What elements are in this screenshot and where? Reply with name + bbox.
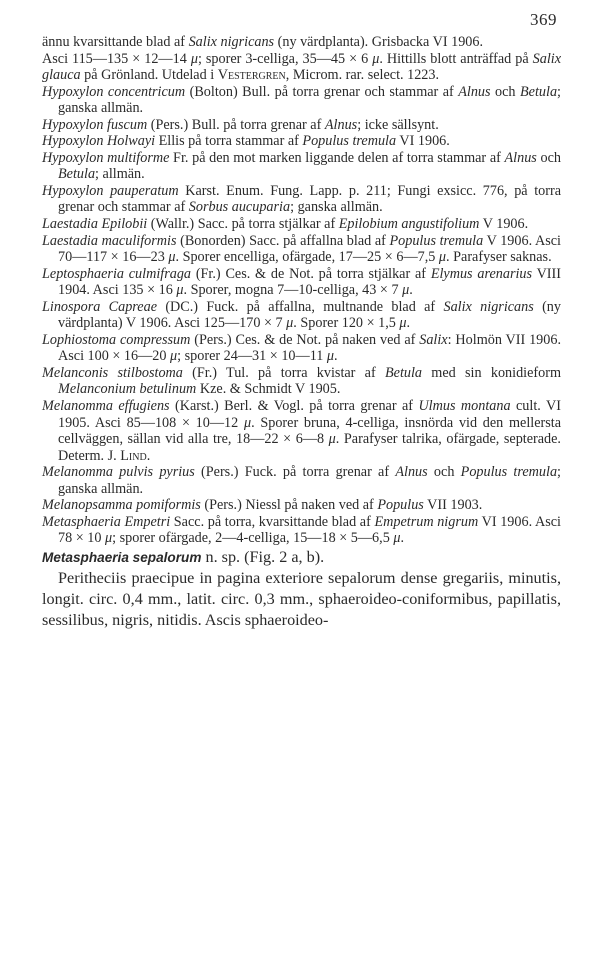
- species-list: [42, 34, 561, 547]
- new-species-suffix: n. sp. (Fig. 2 a, b).: [201, 547, 325, 566]
- taxon-italic: Empetrum nigrum: [374, 513, 479, 530]
- species-entry-linospora-capreae: [42, 299, 561, 332]
- entry-text: . Sporer, mogna 7—10-celliga, 43 × 7: [183, 282, 403, 299]
- entry-text: .: [409, 282, 413, 299]
- species-entry-hypoxylon-pauperatum: [42, 183, 561, 216]
- taxon-italic: μ: [372, 50, 380, 67]
- entry-text: V 1906. Asci 70—117 × 16—23: [58, 232, 561, 266]
- new-species-heading: [42, 547, 561, 568]
- taxon-italic: Populus tremula: [460, 464, 558, 481]
- entry-text: : Holmön VII 1906. Asci 100 × 16—20: [58, 331, 561, 365]
- taxon-italic: μ: [168, 249, 176, 266]
- taxon-italic: Elymus arenarius: [430, 265, 533, 282]
- entry-text: Fr. på den mot marken liggande delen af torra stammar af: [169, 149, 505, 166]
- entry-text: ännu kvarsittande blad af: [42, 34, 189, 50]
- entry-text: ; sporer 3-celliga, 35—45 × 6: [197, 50, 373, 67]
- taxon-italic: Melanconium betulinum: [58, 381, 197, 398]
- entry-text: ; allmän.: [95, 166, 145, 183]
- taxon-italic: Alnus: [324, 116, 358, 133]
- entry-text: . Sporer bruna, 4-celliga, insnörda vid den mellersta cellväggen, sällan vid alla tre, 18—22 × 6—8: [58, 414, 561, 448]
- species-entry-melanopsamma-pomiformis: [42, 497, 561, 514]
- entry-text: (DC.) Fuck. på affallna, multnande blad af: [157, 298, 444, 315]
- entry-text: och: [490, 83, 520, 100]
- species-name: Laestadia maculiformis: [42, 232, 177, 249]
- taxon-italic: Salix nigricans: [443, 298, 534, 315]
- species-name: Leptosphaeria culmifraga: [42, 265, 192, 282]
- entry-text: Sacc. på torra, kvarsittande blad af: [170, 513, 375, 530]
- species-entry-laestadia-maculiformis: [42, 233, 561, 266]
- taxon-italic: Populus tremula: [389, 232, 484, 249]
- species-entry-melanconis-stilbostoma: [42, 365, 561, 398]
- species-name: Lophiostoma compressum: [42, 331, 191, 348]
- entry-text: (Bolton) Bull. på torra grenar och stammar af: [185, 83, 459, 100]
- taxon-italic: Epilobium angustifolium: [338, 216, 480, 233]
- entry-text: (Pers.) Fuck. på torra grenar af: [194, 464, 396, 481]
- species-name: Melanomma pulvis pyrius: [42, 464, 195, 481]
- entry-text: V 1906.: [479, 216, 529, 233]
- entry-text: (Pers.) Ces. & de Not. på naken ved af: [190, 331, 420, 348]
- taxon-italic: Populus: [377, 497, 424, 514]
- entry-text: (Pers.) Niessl på naken ved af: [200, 497, 378, 514]
- species-name: Hypoxylon fuscum: [42, 116, 148, 133]
- entry-text: på Grönland. Utdelad i: [80, 67, 218, 84]
- species-entry-salix-cont: [42, 34, 561, 84]
- entry-text: Karst. Enum. Fung. Lapp. p. 211; Fungi exsicc. 776, på torra grenar och stammar af: [58, 182, 561, 216]
- author-name: Lind: [120, 447, 147, 464]
- taxon-italic: Betula: [520, 83, 558, 100]
- species-entry-melanomma-pulvis-pyrius: [42, 464, 561, 497]
- entry-text: . Sporer encelliga, ofärgade, 17—25 × 6—7,5: [175, 249, 439, 266]
- species-entry-hypoxylon-fuscum: [42, 117, 561, 134]
- taxon-italic: μ: [170, 348, 178, 365]
- entry-text: ; sporer ofärgade, 2—4-celliga, 15—18 × 5—6,5: [112, 530, 394, 547]
- taxon-italic: Betula: [384, 364, 423, 381]
- entry-text: cult. VI 1905. Asci 85—108 × 10—12: [58, 398, 561, 431]
- entry-text: VI 1906.: [396, 133, 450, 150]
- entry-text: , Microm. rar. select. 1223.: [285, 67, 440, 84]
- species-entry-hypoxylon-holwayi: [42, 133, 561, 150]
- page-number: 369: [530, 10, 557, 29]
- entry-text: . Parafyser talrika, ofärgade, septerade. Determ. J.: [58, 431, 561, 464]
- entry-text: med sin konidieform: [422, 364, 561, 381]
- taxon-italic: μ: [326, 348, 335, 365]
- species-entry-hypoxylon-multiforme: [42, 150, 561, 183]
- taxon-italic: Alnus: [458, 83, 491, 100]
- entry-text: (Wallr.) Sacc. på torra stjälkar af: [147, 216, 339, 233]
- entry-text: .: [400, 530, 405, 547]
- species-name: Melanomma effugiens: [42, 398, 170, 415]
- entry-text: (Bonorden) Sacc. på affallna blad af: [176, 232, 390, 249]
- taxon-italic: μ: [190, 50, 198, 67]
- entry-text: . Parafyser saknas.: [446, 249, 552, 266]
- taxon-italic: Salix nigricans: [188, 34, 275, 50]
- species-name: Hypoxylon Holwayi: [42, 133, 156, 150]
- entry-text: . Sporer 120 × 1,5: [293, 315, 400, 332]
- entry-text: VI 1906. Asci 78 × 10: [58, 513, 561, 547]
- taxon-italic: μ: [328, 431, 336, 448]
- entry-text: .: [146, 447, 151, 464]
- species-name: Metasphaeria Empetri: [42, 513, 171, 530]
- entry-text: (Fr.) Ces. & de Not. på torra stjälkar af: [191, 265, 431, 282]
- new-species-name: Metasphaeria sepalorum: [42, 549, 202, 565]
- taxon-italic: Salix glauca: [42, 50, 562, 84]
- taxon-italic: μ: [176, 282, 184, 299]
- entry-text: VII 1903.: [423, 497, 483, 514]
- taxon-italic: Alnus: [395, 464, 428, 481]
- body-text: [42, 34, 561, 631]
- species-name: Hypoxylon multiforme: [42, 149, 170, 166]
- species-entry-leptosphaeria-culmifraga: [42, 266, 561, 299]
- entry-text: ; ganska allmän.: [58, 464, 561, 497]
- species-name: Melanopsamma pomiformis: [42, 497, 201, 514]
- entry-text: . Hittills blott anträffad på: [379, 50, 533, 67]
- entry-text: .: [406, 315, 411, 332]
- author-name: Vestergren: [217, 67, 286, 84]
- taxon-italic: μ: [286, 315, 294, 332]
- taxon-italic: Ulmus montana: [418, 398, 511, 415]
- entry-text: ; ganska allmän.: [290, 199, 383, 216]
- entry-text: ; sporer 24—31 × 10—11: [177, 348, 327, 365]
- species-entry-melanomma-effugiens: [42, 398, 561, 464]
- taxon-italic: μ: [402, 282, 410, 299]
- entry-text: Kze. & Schmidt V 1905.: [196, 381, 341, 398]
- entry-text: ; icke sällsynt.: [357, 116, 439, 133]
- taxon-italic: Populus tremula: [302, 133, 397, 150]
- species-entry-laestadia-epilobii: [42, 216, 561, 233]
- entry-text: och: [427, 464, 461, 481]
- taxon-italic: Sorbus aucuparia: [188, 199, 291, 216]
- species-entry-hypoxylon-concentricum: [42, 84, 561, 117]
- entry-text: Asci 115—135 × 12—14: [42, 50, 191, 67]
- entry-text: Ellis på torra stammar af: [155, 133, 303, 150]
- entry-text: .: [334, 348, 338, 365]
- taxon-italic: μ: [393, 530, 401, 547]
- entry-text: (ny värdplanta). Grisbacka VI 1906.: [274, 34, 484, 50]
- entry-text: (Fr.) Tul. på torra kvistar af: [182, 364, 385, 381]
- entry-text: ; ganska allmän.: [58, 83, 561, 117]
- entry-text: (Karst.) Berl. & Vogl. på torra grenar af: [169, 398, 419, 415]
- taxon-italic: Alnus: [504, 149, 537, 166]
- species-name: Hypoxylon pauperatum: [42, 182, 179, 199]
- latin-description: Peritheciis praecipue in pagina exteriore sepalorum dense gregariis, minutis, longit. circ. 0,4 mm., latit. circ. 0,3 mm., sphaeroideo-coniformibus, papillatis, sessilibus, nigris, nitidis. Ascis sphaeroideo-: [42, 568, 561, 629]
- entry-text: VIII 1904. Asci 135 × 16: [58, 265, 561, 299]
- taxon-italic: μ: [105, 530, 113, 547]
- species-name: Hypoxylon concentricum: [42, 83, 186, 100]
- taxon-italic: μ: [399, 315, 407, 332]
- species-entry-metasphaeria-empetri: [42, 514, 561, 547]
- species-name: Laestadia Epilobii: [42, 216, 148, 233]
- taxon-italic: μ: [438, 249, 447, 266]
- entry-text: (ny värdplanta) V 1906. Asci 125—170 × 7: [58, 298, 561, 332]
- species-name: Linospora Capreae: [42, 298, 157, 315]
- entry-text: och: [536, 149, 561, 166]
- taxon-italic: μ: [243, 414, 252, 431]
- species-name: Melanconis stilbostoma: [42, 364, 183, 381]
- entry-text: (Pers.) Bull. på torra grenar af: [147, 116, 325, 133]
- species-entry-lophiostoma-compressum: [42, 332, 561, 365]
- taxon-italic: Salix: [419, 331, 448, 348]
- taxon-italic: Betula: [58, 166, 96, 183]
